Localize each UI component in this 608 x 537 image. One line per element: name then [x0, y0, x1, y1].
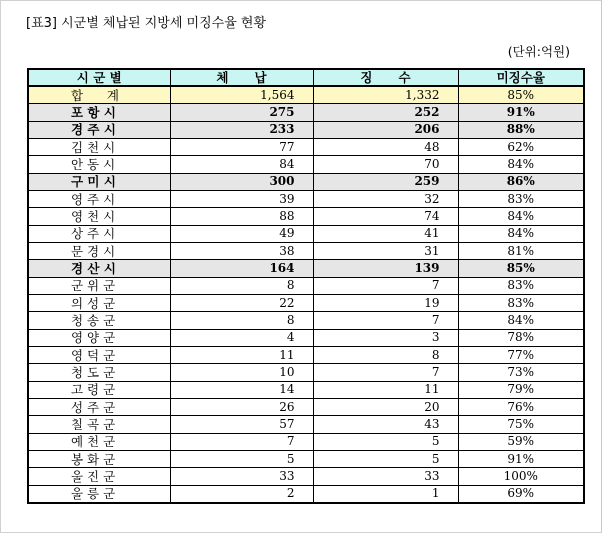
- rate-cell: 73%: [458, 364, 584, 381]
- table-row: [28, 329, 584, 346]
- total-row: [28, 86, 584, 103]
- unit-label: (단위:억원): [507, 44, 570, 59]
- collected-cell: 3: [313, 329, 458, 346]
- table-row: [28, 399, 584, 416]
- collected-cell: 48: [313, 138, 458, 155]
- table-row: [28, 156, 584, 173]
- region-cell: 경 산 시: [28, 260, 170, 277]
- rate-cell: 79%: [458, 381, 584, 398]
- region-cell: 영 주 시: [28, 190, 170, 207]
- collected-cell: 74: [313, 208, 458, 225]
- region-cell: 경 주 시: [28, 121, 170, 138]
- header-rate: 미징수율: [458, 69, 584, 86]
- region-cell: 구 미 시: [28, 173, 170, 190]
- collected-cell: 8: [313, 347, 458, 364]
- table-row: [28, 104, 584, 121]
- arrears-cell: 300: [170, 173, 313, 190]
- arrears-cell: 10: [170, 364, 313, 381]
- arrears-cell: 38: [170, 242, 313, 259]
- table-row: [28, 451, 584, 468]
- arrears-cell: 39: [170, 190, 313, 207]
- region-cell: 상 주 시: [28, 225, 170, 242]
- table-row: [28, 381, 584, 398]
- arrears-cell: 57: [170, 416, 313, 433]
- arrears-cell: 275: [170, 104, 313, 121]
- collected-cell: 1,332: [313, 86, 458, 103]
- rate-cell: 85%: [458, 86, 584, 103]
- region-cell: 안 동 시: [28, 156, 170, 173]
- table-row: [28, 173, 584, 190]
- collected-cell: 43: [313, 416, 458, 433]
- collected-cell: 41: [313, 225, 458, 242]
- arrears-cell: 1,564: [170, 86, 313, 103]
- table-row: [28, 416, 584, 433]
- table-row: [28, 208, 584, 225]
- arrears-cell: 77: [170, 138, 313, 155]
- region-cell: 합 계: [28, 86, 170, 103]
- region-cell: 포 항 시: [28, 104, 170, 121]
- rate-cell: 84%: [458, 208, 584, 225]
- collected-cell: 5: [313, 433, 458, 450]
- table-row: [28, 433, 584, 450]
- rate-cell: 86%: [458, 173, 584, 190]
- table-row: [28, 468, 584, 485]
- arrears-cell: 4: [170, 329, 313, 346]
- rate-cell: 91%: [458, 451, 584, 468]
- region-cell: 봉 화 군: [28, 451, 170, 468]
- collected-cell: 32: [313, 190, 458, 207]
- table-row: [28, 138, 584, 155]
- rate-cell: 85%: [458, 260, 584, 277]
- rate-cell: 76%: [458, 399, 584, 416]
- rate-cell: 84%: [458, 156, 584, 173]
- table-title: [표3] 시군별 체납된 지방세 미징수율 현황: [26, 16, 267, 31]
- arrears-cell: 233: [170, 121, 313, 138]
- region-cell: 영 양 군: [28, 329, 170, 346]
- collected-cell: 33: [313, 468, 458, 485]
- header-collected: 징 수: [313, 69, 458, 86]
- arrears-cell: 33: [170, 468, 313, 485]
- region-cell: 김 천 시: [28, 138, 170, 155]
- arrears-cell: 49: [170, 225, 313, 242]
- table-row: [28, 242, 584, 259]
- collected-cell: 259: [313, 173, 458, 190]
- region-cell: 성 주 군: [28, 399, 170, 416]
- table-row: [28, 260, 584, 277]
- table-row: [28, 121, 584, 138]
- region-cell: 예 천 군: [28, 433, 170, 450]
- arrears-cell: 2: [170, 485, 313, 502]
- rate-cell: 69%: [458, 485, 584, 502]
- rate-cell: 88%: [458, 121, 584, 138]
- collected-cell: 19: [313, 294, 458, 311]
- region-cell: 영 천 시: [28, 208, 170, 225]
- arrears-cell: 11: [170, 347, 313, 364]
- arrears-cell: 7: [170, 433, 313, 450]
- arrears-cell: 14: [170, 381, 313, 398]
- rate-cell: 83%: [458, 190, 584, 207]
- rate-cell: 81%: [458, 242, 584, 259]
- collected-cell: 20: [313, 399, 458, 416]
- arrears-cell: 8: [170, 277, 313, 294]
- collected-cell: 206: [313, 121, 458, 138]
- collected-cell: 1: [313, 485, 458, 502]
- arrears-cell: 164: [170, 260, 313, 277]
- table-row: [28, 485, 584, 502]
- rate-cell: 62%: [458, 138, 584, 155]
- region-cell: 청 도 군: [28, 364, 170, 381]
- rate-cell: 77%: [458, 347, 584, 364]
- arrears-cell: 26: [170, 399, 313, 416]
- table-row: [28, 225, 584, 242]
- region-cell: 고 령 군: [28, 381, 170, 398]
- rate-cell: 83%: [458, 277, 584, 294]
- table-row: [28, 277, 584, 294]
- arrears-cell: 84: [170, 156, 313, 173]
- table-row: [28, 364, 584, 381]
- collected-cell: 7: [313, 277, 458, 294]
- rate-cell: 78%: [458, 329, 584, 346]
- tax-arrears-table: [27, 68, 585, 504]
- collected-cell: 7: [313, 312, 458, 329]
- arrears-cell: 8: [170, 312, 313, 329]
- rate-cell: 75%: [458, 416, 584, 433]
- rate-cell: 84%: [458, 312, 584, 329]
- collected-cell: 7: [313, 364, 458, 381]
- collected-cell: 31: [313, 242, 458, 259]
- region-cell: 울 진 군: [28, 468, 170, 485]
- table-body: [28, 86, 584, 502]
- table-row: [28, 190, 584, 207]
- arrears-cell: 22: [170, 294, 313, 311]
- header-arrears: 체 납: [170, 69, 313, 86]
- region-cell: 울 릉 군: [28, 485, 170, 502]
- rate-cell: 91%: [458, 104, 584, 121]
- collected-cell: 139: [313, 260, 458, 277]
- region-cell: 문 경 시: [28, 242, 170, 259]
- region-cell: 의 성 군: [28, 294, 170, 311]
- rate-cell: 84%: [458, 225, 584, 242]
- rate-cell: 100%: [458, 468, 584, 485]
- arrears-cell: 88: [170, 208, 313, 225]
- header-region: 시 군 별: [28, 69, 170, 86]
- table-header-row: [28, 69, 584, 86]
- arrears-cell: 5: [170, 451, 313, 468]
- collected-cell: 11: [313, 381, 458, 398]
- table-row: [28, 347, 584, 364]
- table-row: [28, 294, 584, 311]
- region-cell: 영 덕 군: [28, 347, 170, 364]
- rate-cell: 59%: [458, 433, 584, 450]
- table-row: [28, 312, 584, 329]
- region-cell: 군 위 군: [28, 277, 170, 294]
- region-cell: 청 송 군: [28, 312, 170, 329]
- collected-cell: 5: [313, 451, 458, 468]
- collected-cell: 252: [313, 104, 458, 121]
- collected-cell: 70: [313, 156, 458, 173]
- rate-cell: 83%: [458, 294, 584, 311]
- region-cell: 칠 곡 군: [28, 416, 170, 433]
